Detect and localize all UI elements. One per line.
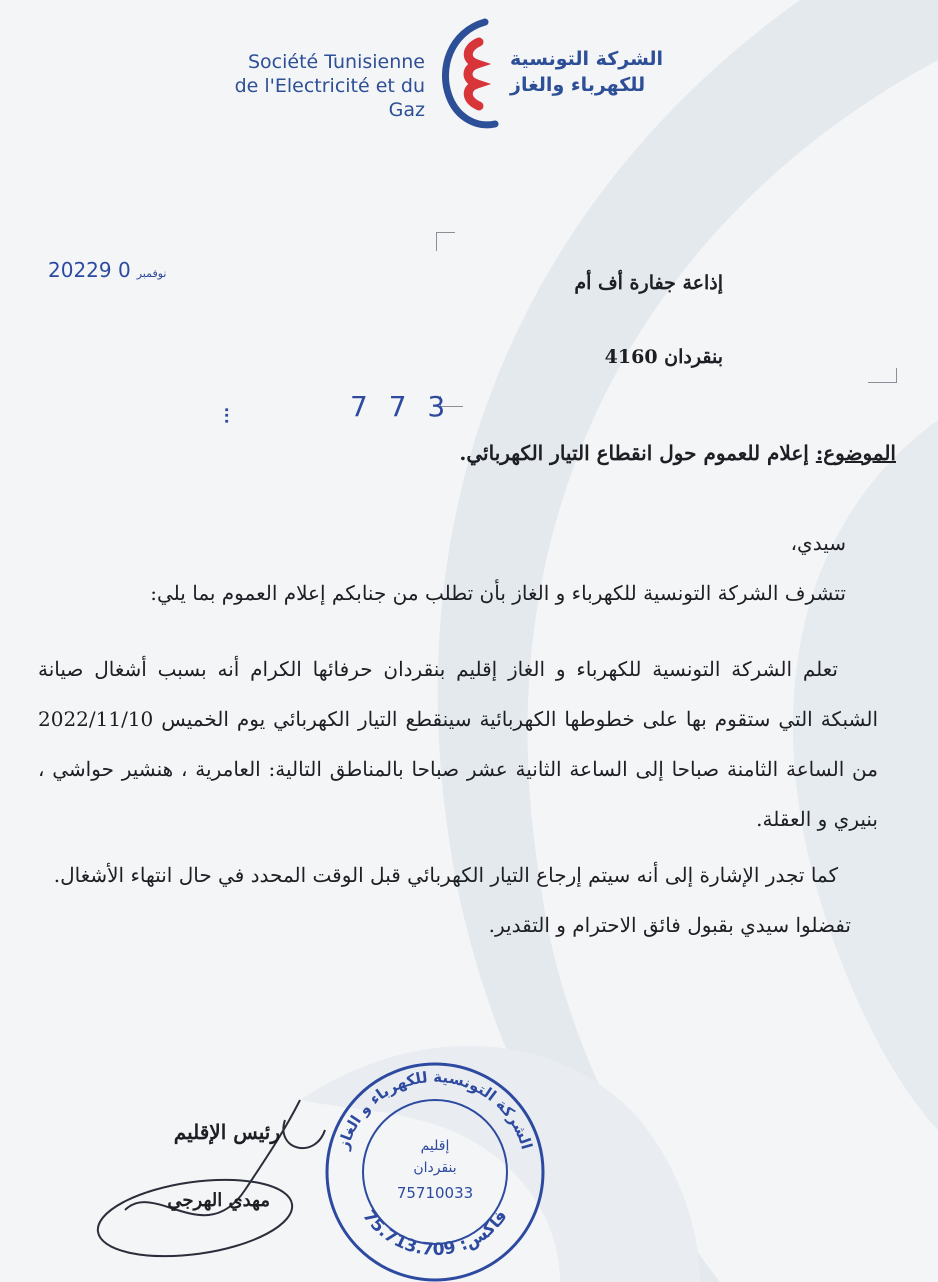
subject-label: الموضوع: [815,441,896,465]
subject-line [38,428,896,478]
company-name-ar-line2: للكهرباء والغاز [510,74,646,96]
company-name-arabic [510,46,720,98]
date-year: 2022 [48,258,99,282]
letter-body [38,428,896,950]
date-day: 0 9 [98,258,131,282]
official-seal-stamp [320,1052,550,1282]
address-corner-mark [868,368,897,383]
date-stamp [48,258,218,282]
date-month: نوفمبر [136,267,167,280]
closing-line: تفضلوا سيدي بقبول فائق الاحترام و التقدير. [488,913,851,937]
signatory-title: رئيس الإقليم [173,1120,280,1144]
seal-fax: فاكس: 75.713.709 [358,1206,512,1261]
company-name-fr-line1: Société Tunisienne [247,51,425,73]
restoration-paragraph: كما تجدر الإشارة إلى أنه سيتم إرجاع التيار الكهربائي قبل الوقت المحدد في حال انتهاء الأشغال. [53,863,838,887]
company-name-ar-line1: الشركة التونسية [510,48,664,70]
company-name-fr-line2: de l'Electricité et du Gaz [234,75,425,121]
subject-text: إعلام للعموم حول انقطاع التيار الكهربائي. [459,441,816,465]
letterhead [220,14,740,134]
intro-paragraph: تتشرف الشركة التونسية للكهرباء و الغاز بأن تطلب من جنابكم إعلام العموم بما يلي: [150,581,846,605]
recipient-name: إذاعة جفارة أف أم [574,272,723,294]
notice-paragraph: تعلم الشركة التونسية للكهرباء و الغاز إقليم بنقردان حرفائها الكرام أنه بسبب أشغال صيانة الشبكة التي ستقوم بها على خطوطها الكهربائية سينقطع التيار الكهربائي يوم الخميس 2022/11/10 من الساعة الثامنة صباحا إلى الساعة الثانية عشر صباحا بالمناطق التالية: العامرية ، هنشير حواشي ، بنيري و العقلة. [38,657,878,831]
salutation: سيدي، [790,531,846,555]
seal-inner-line1: إقليم [420,1138,450,1154]
recipient-city: بنقردان 4160 [604,346,723,368]
recipient-block [423,246,723,394]
reference-mark: ⫶ [224,404,229,428]
seal-inner-line2: بنقردان [413,1160,457,1176]
svg-text:فاكس: 75.713.709 [358,1207,511,1261]
seal-inner-number: 75710033 [396,1184,474,1202]
handwritten-signature [85,1090,345,1270]
signatory-name: مهدي الهرجي [167,1190,270,1211]
steg-logo-icon [435,14,505,134]
company-name-french [220,50,425,122]
seal-ring-text: الشركة التونسية للكهرباء و الغاز [334,1067,536,1152]
reference-number: 7 7 3 [350,390,452,423]
